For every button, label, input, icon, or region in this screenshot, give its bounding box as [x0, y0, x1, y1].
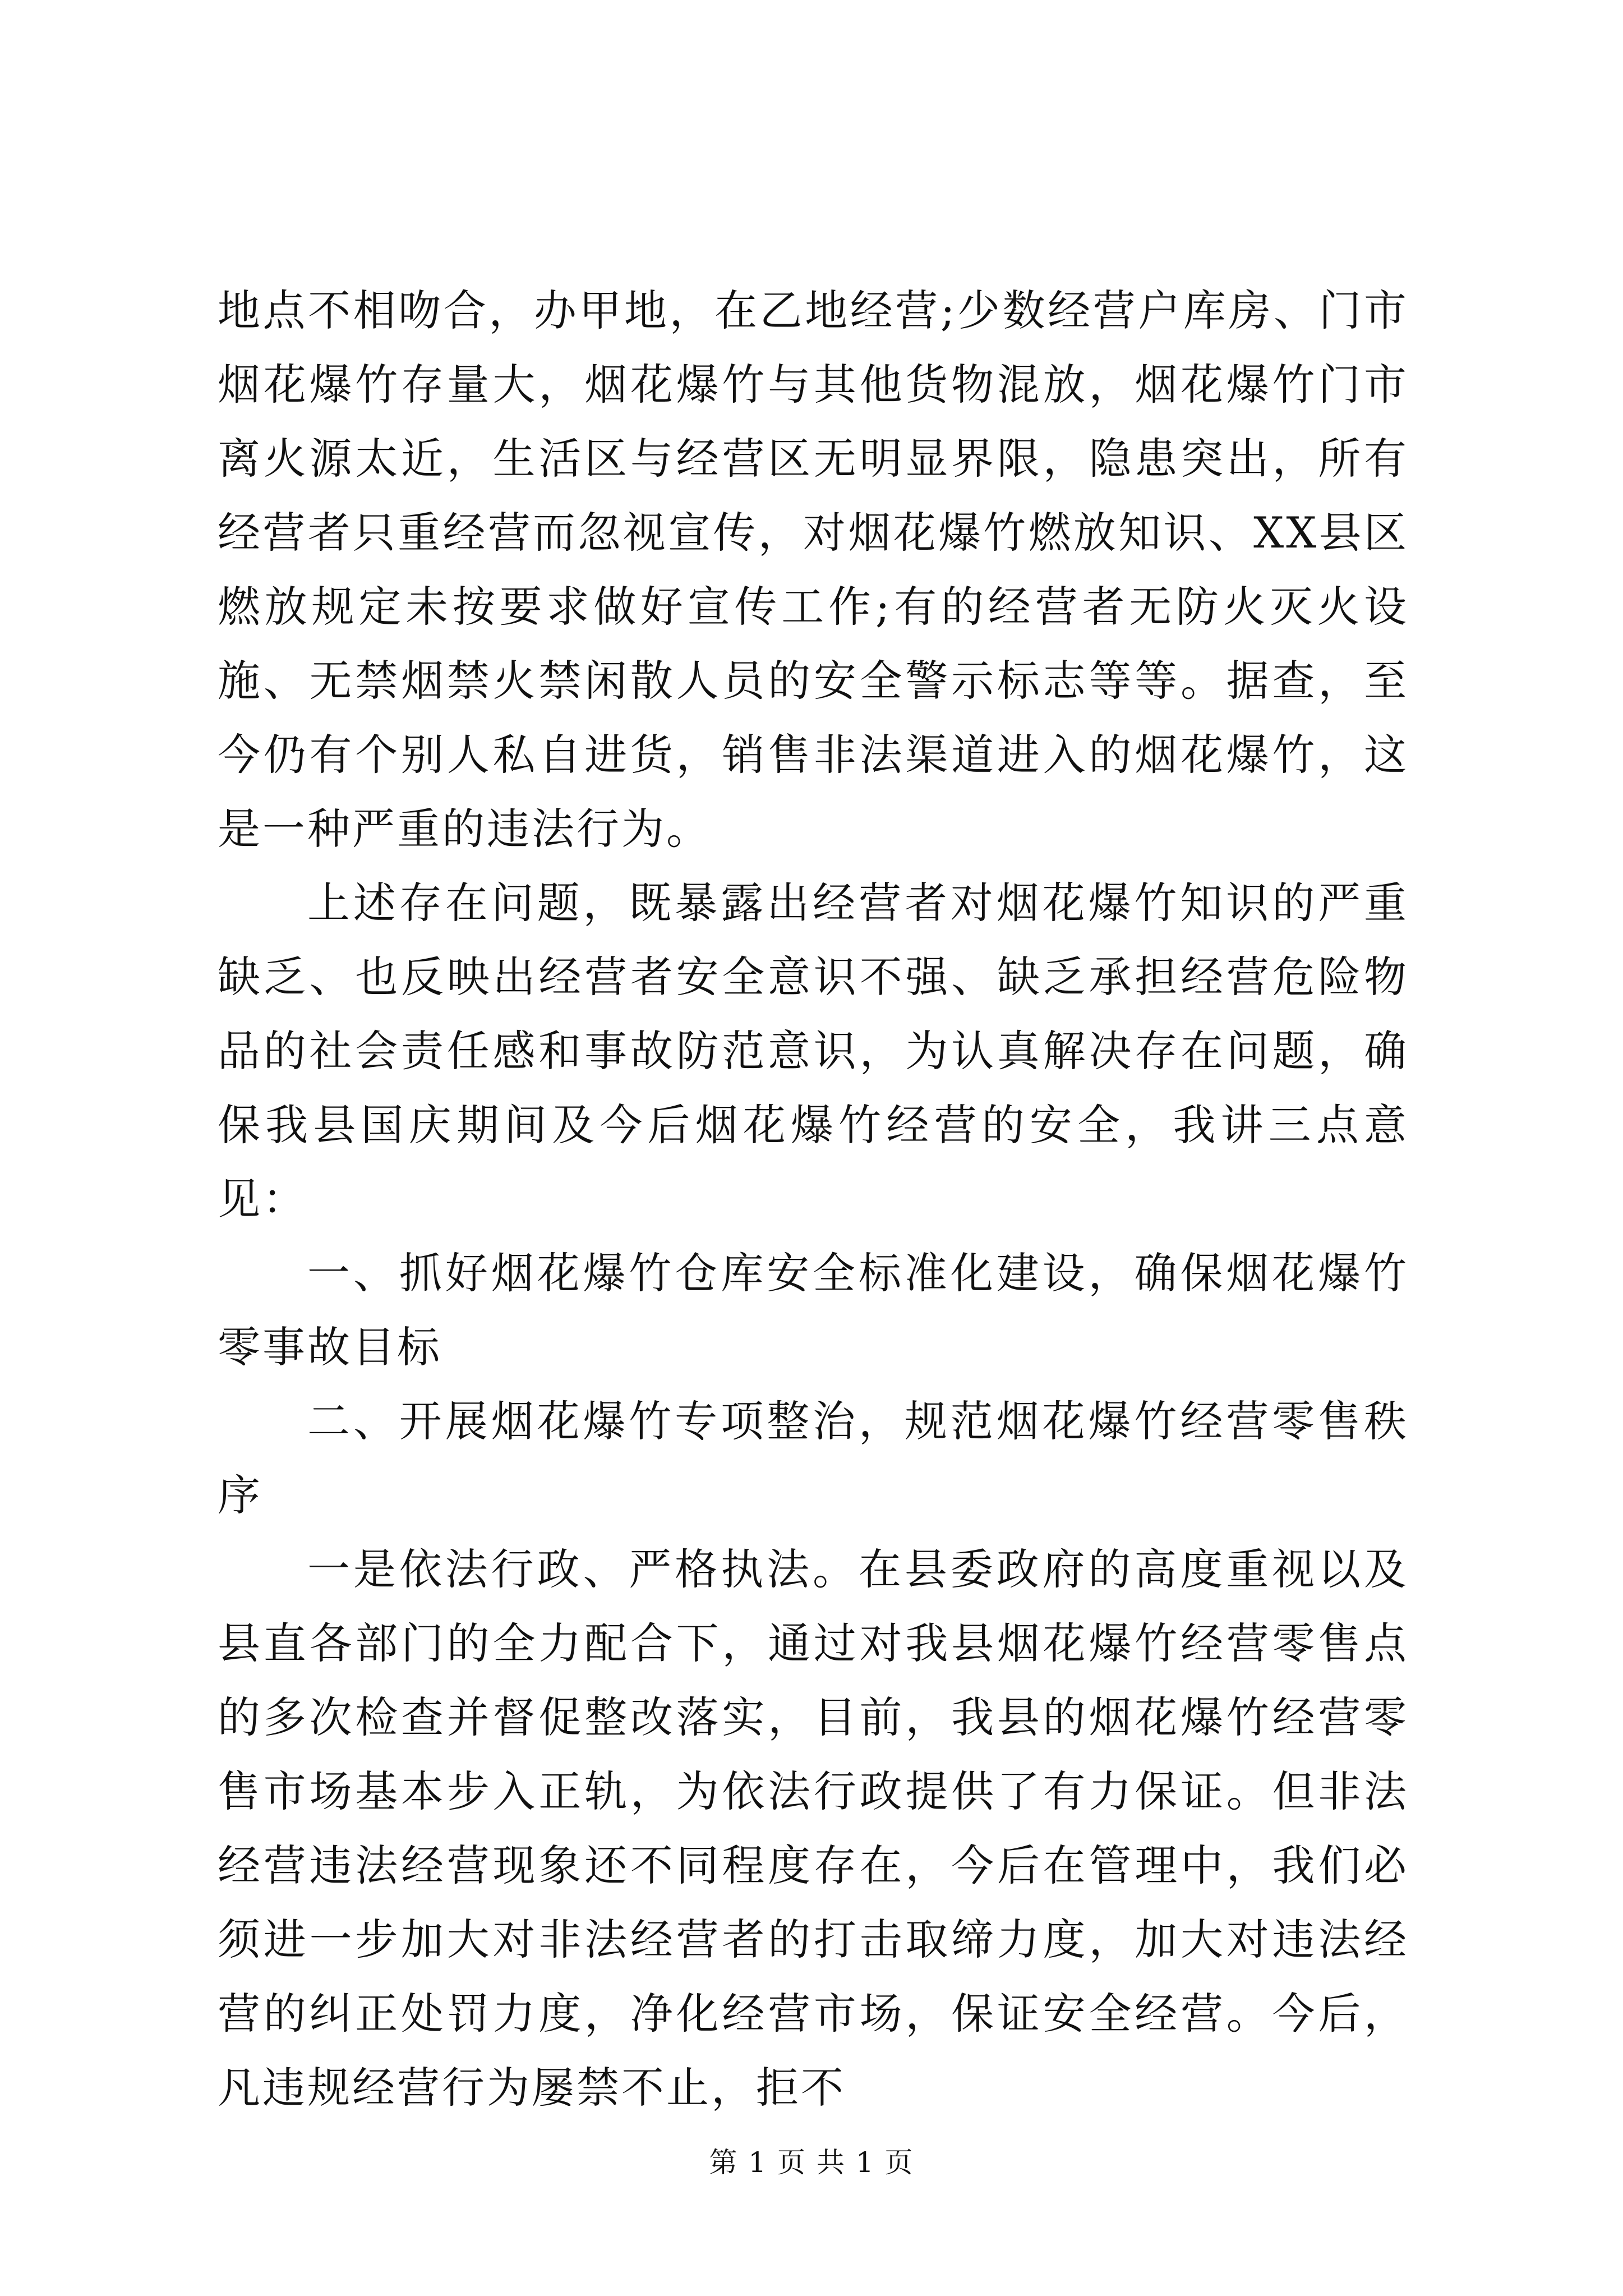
- heading-point-one: 一、抓好烟花爆竹仓库安全标准化建设，确保烟花爆竹零事故目标: [218, 1248, 1409, 1372]
- page-footer: 第 1 页 共 1 页: [709, 2146, 914, 2179]
- paragraph-continuation: 地点不相吻合，办甲地，在乙地经营;少数经营户库房、门市烟花爆竹存量大，烟花爆竹与其他货物混放，烟花爆竹门市离火源太近，生活区与经营区无明显界限，隐患突出，所有经营者只重经营而忽视宣传，对烟花爆竹燃放知识、XX县区燃放规定未按要求做好宣传工作;有的经营者无防火灭火设施、无禁烟禁火禁闲散人员的安全警示标志等等。据查，至今仍有个别人私自进货，销售非法渠道进入的烟花爆竹，这是一种严重的违法行为。: [218, 286, 1409, 854]
- paragraph-problems-summary: 上述存在问题，既暴露出经营者对烟花爆竹知识的严重缺乏、也反映出经营者安全意识不强、缺乏承担经营危险物品的社会责任感和事故防范意识，为认真解决存在问题，确保我县国庆期间及今后烟花爆竹经营的安全，我讲三点意见：: [218, 878, 1409, 1224]
- paragraph-law-enforcement: 一是依法行政、严格执法。在县委政府的高度重视以及县直各部门的全力配合下，通过对我县烟花爆竹经营零售点的多次检查并督促整改落实，目前，我县的烟花爆竹经营零售市场基本步入正轨，为依法行政提供了有力保证。但非法经营违法经营现象还不同程度存在，今后在管理中，我们必须进一步加大对非法经营者的打击取缔力度，加大对违法经营的纠正处罚力度，净化经营市场，保证安全经营。今后，凡违规经营行为屡禁不止，拒不: [218, 1544, 1409, 2113]
- heading-point-two: 二、开展烟花爆竹专项整治，规范烟花爆竹经营零售秩序: [218, 1396, 1409, 1520]
- document-body: [218, 274, 1409, 2125]
